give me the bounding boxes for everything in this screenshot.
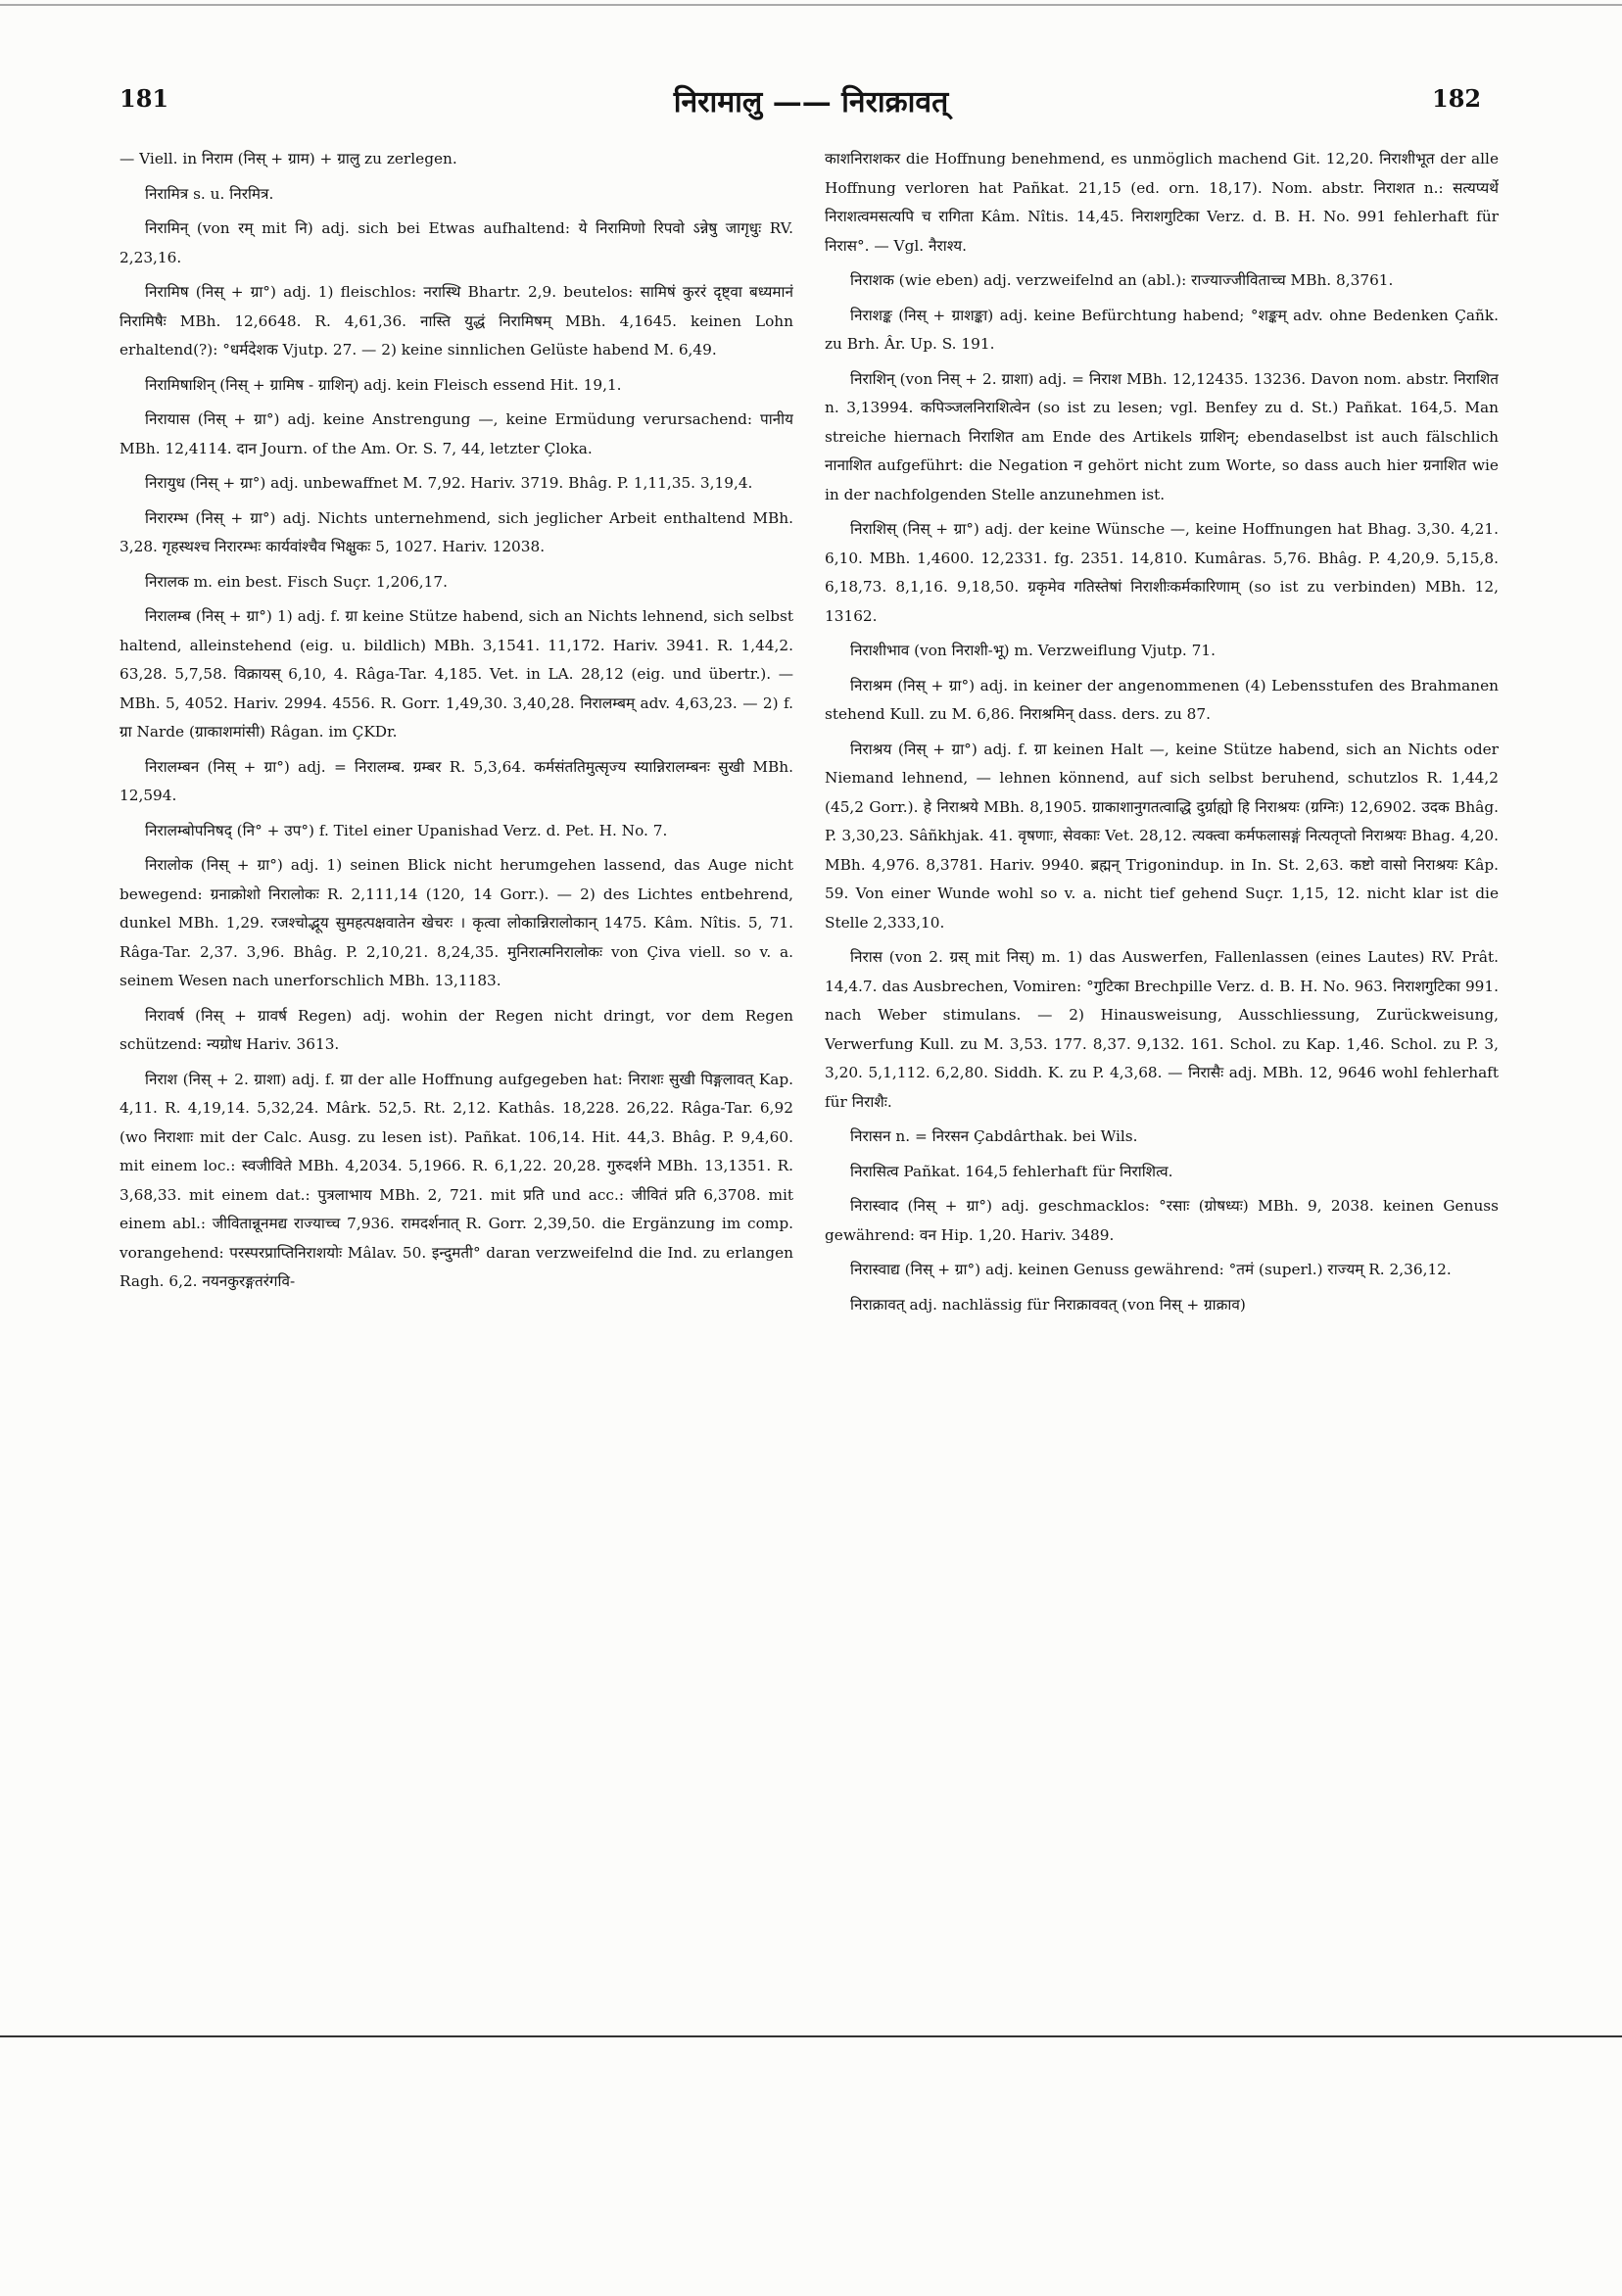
dictionary-entry: निरावर्ष (निस् + ग्रावर्ष Regen) adj. wohin der Regen nicht dringt, vor dem Regen schützend: न्यग्रोध Hariv. 3613. [119,1006,793,1053]
dictionary-entry: निरालोक (निस् + ग्रा°) adj. 1) seinen Blick nicht herumgehen lassend, das Auge nicht bewegend: ग्रनाक्रोशो निरालोकः R. 2,111,14 (120, 14 Gorr.). — 2) des Lichtes entbehrend, dunkel MBh. 1,29. रजश्चोद्भूय सुमहत्पक्षवातेन खेचरः । कृत्वा लोकान्निरालोकान् 1475. Kâm. Nîtis. 5, 71. Râga-Tar. 2,37. 3,96. Bhâg. P. 2,10,21. 8,24,35. मुनिरात्मनिरालोकः von Çiva viell. so v. a. seinem Wesen nach unerforschlich MBh. 13,1183. [119,856,793,989]
dictionary-entry: निराशीभाव (von निराशी-भू) m. Verzweiflung Vjutp. 71. [850,642,1216,659]
page-number-left: 181 [119,84,169,113]
dictionary-entry: निरारम्भ (निस् + ग्रा°) adj. Nichts unternehmend, sich jeglicher Arbeit enthaltend MBh. 3,28. गृहस्थश्च निरारम्भः कार्यवांश्चैव भिक्षुकः 5, 1027. Hariv. 12038. [119,508,793,555]
dictionary-entry: निरालम्ब (निस् + ग्रा°) 1) adj. f. ग्रा keine Stütze habend, sich an Nichts lehnend, sich selbst haltend, alleinstehend (eig. u. bildlich) MBh. 3,1541. 11,172. Hariv. 3941. R. 1,44,2. 63,28. 5,7,58. विक्रायस् 6,10, 4. Râga-Tar. 4,185. Vet. in LA. 28,12 (eig. und übertr.). — MBh. 5, 4052. Hariv. 2994. 4556. R. Gorr. 1,49,30. 3,40,28. निरालम्बम् adv. 4,63,23. — 2) f. ग्रा Narde (ग्राकाशमांसी) Râgan. im ÇKDr. [119,607,793,741]
page-title: निरामालु —— निराक्रावत् [673,85,949,120]
dictionary-entry: निराश्रम (निस् + ग्रा°) adj. in keiner der angenommenen (4) Lebensstufen des Brahmanen stehend Kull. zu M. 6,86. निराश्रमिन् dass. ders. zu 87. [825,676,1499,723]
left-column [119,145,793,2006]
dictionary-entry: निरालम्बन (निस् + ग्रा°) adj. = निरालम्ब. ग्रम्बर R. 5,3,64. कर्मसंततिमुत्सृज्य स्यान्निरालम्बनः सुखी MBh. 12,594. [119,757,793,804]
right-column [825,145,1499,2006]
dictionary-entry: निरामिषाशिन् (निस् + ग्रामिष - ग्राशिन्) adj. kein Fleisch essend Hit. 19,1. [145,375,622,394]
dictionary-entry: निराश (निस् + 2. ग्राशा) adj. f. ग्रा der alle Hoffnung aufgegeben hat: निराशः सुखी पिङ्गलावत् Kap. 4,11. R. 4,19,14. 5,32,24. Mârk. 52,5. Rt. 2,12. Kathâs. 18,228. 26,22. Râga-Tar. 6,92 (wo निराशाः mit der Calc. Ausg. zu lesen ist). Pañkat. 106,14. Hit. 44,3. Bhâg. P. 9,4,60. mit einem loc.: स्वजीविते MBh. 4,2034. 5,1966. R. 6,1,22. 20,28. गुरुदर्शने MBh. 13,1351. R. 3,68,33. mit einem dat.: पुत्रलाभाय MBh. 2, 721. mit प्रति und acc.: जीवितं प्रति 6,3708. mit einem abl.: जीवितान्नूनमद्य राज्याच्च 7,936. रामदर्शनात् R. Gorr. 2,39,50. die Ergänzung im comp. vorangehend: परस्परप्राप्तिनिराशयोः Mâlav. 50. इन्दुमती° daran verzweifelnd die Ind. zu erlangen Ragh. 6,2. नयनकुरङ्गतरंगवि- [119,1070,793,1290]
dictionary-entry: निरायास (निस् + ग्रा°) adj. keine Anstrengung —, keine Ermüdung verursachend: पानीय MBh. 12,4114. दान Journ. of the Am. Or. S. 7, 44, letzter Çloka. [119,410,793,457]
dictionary-entry: निरास्वाद्य (निस् + ग्रा°) adj. keinen Genuss gewährend: °तमं (superl.) राज्यम् R. 2,36,12. [850,1261,1452,1278]
dictionary-entry: निरालक m. ein best. Fisch Suçr. 1,206,17. [145,572,448,591]
dictionary-entry: निरायुध (निस् + ग्रा°) adj. unbewaffnet M. 7,92. Hariv. 3719. Bhâg. P. 1,11,35. 3,19,4. [145,474,753,492]
dictionary-entry: निरासन n. = निरसन Çabdârthak. bei Wils. [850,1127,1138,1145]
dictionary-entry: निराक्रावत् adj. nachlässig für निराक्राववत् (von निस् + ग्राक्राव) [850,1295,1246,1314]
dictionary-entry: निरासित्व Pañkat. 164,5 fehlerhaft für निराशित्व. [850,1162,1173,1180]
dictionary-entry: निराशङ्क (निस् + ग्राशङ्का) adj. keine Befürchtung habend; °शङ्कम् adv. ohne Bedenken Çañk. zu Brh. Âr. Up. S. 191. [825,306,1499,353]
dictionary-entry: निराश्रय (निस् + ग्रा°) adj. f. ग्रा keinen Halt —, keine Stütze habend, sich an Nichts oder Niemand lehnend, — lehnen könnend, auf sich selbst beruhend, schutzlos R. 1,44,2 (45,2 Gorr.). हे निराश्रये MBh. 8,1905. ग्राकाशानुगतत्वाद्धि दुर्ग्राह्यो हि निराश्रयः (ग्रग्निः) 12,6902. उदक Bhâg. P. 3,30,23. Sâñkhjak. 41. वृषणाः, सेवकाः Vet. 28,12. त्यक्त्वा कर्मफलासङ्गं नित्यतृप्तो निराश्रयः Bhag. 4,20. MBh. 4,976. 8,3781. Hariv. 9940. ब्रह्मन् Trigonindup. in In. St. 2,63. कष्टो वासो निराश्रयः Kâp. 59. Von einer Wunde wohl so v. a. nicht tief gehend Suçr. 1,15, 12. nicht klar ist die Stelle 2,333,10. [825,740,1499,932]
bottom-rule [0,2035,1622,2037]
dictionary-entry: काशनिराशकर die Hoffnung benehmend, es unmöglich machend Git. 12,20. निराशीभूत der alle Hoffnung verloren hat Pañkat. 21,15 (ed. orn. 18,17). Nom. abstr. निराशत n.: सत्यप्यर्थे निराशत्वमसत्यपि च रागिता Kâm. Nîtis. 14,45. निराशगुटिका Verz. d. B. H. No. 991 fehlerhaft für निरास°. — Vgl. नैराश्य. [825,150,1499,255]
dictionary-entry: निरास्वाद (निस् + ग्रा°) adj. geschmacklos: °रसाः (ग्रोषध्यः) MBh. 9, 2038. keinen Genuss gewährend: वन Hip. 1,20. Hariv. 3489. [825,1197,1499,1244]
dictionary-entry: निराशिस् (निस् + ग्रा°) adj. der keine Wünsche —, keine Hoffnungen hat Bhag. 3,30. 4,21. 6,10. MBh. 1,4600. 12,2331. fg. 2351. 14,810. Kumâras. 5,76. Bhâg. P. 4,20,9. 5,15,8. 6,18,73. 8,1,16. 9,18,50. ग्रकृमेव गतिस्तेषां निराशीःकर्मकारिणाम् (so ist zu verbinden) MBh. 12, 13162. [825,520,1499,625]
dictionary-entry: निरामित्र s. u. निरमित्र. [145,184,274,203]
dictionary-entry: निरामिन् (von रम् mit नि) adj. sich bei Etwas aufhaltend: ये निरामिणो रिपवो ऽन्नेषु जागृधुः RV. 2,23,16. [119,219,793,266]
page-number-right: 182 [1432,84,1482,113]
dictionary-entry: निरास (von 2. ग्रस् mit निस्) m. 1) das Auswerfen, Fallenlassen (eines Lautes) RV. Prât. 14,4.7. das Ausbrechen, Vomiren: °गुटिका Brechpille Verz. d. B. H. No. 963. निराशगुटिका 991. nach Weber stimulans. — 2) Hinausweisung, Ausschliessung, Zurückweisung, Verwerfung Kull. zu M. 3,53. 177. 8,37. 9,132. 161. Schol. zu Kap. 1,46. Schol. zu P. 3, 3,20. 5,1,112. 6,2,80. Siddh. K. zu P. 4,3,68. — निरासैः adj. MBh. 12, 9646 wohl fehlerhaft für निराशैः. [825,948,1499,1111]
dictionary-entry: निरामिष (निस् + ग्रा°) adj. 1) fleischlos: नरास्थि Bhartr. 2,9. beutelos: सामिषं कुररं दृष्ट्वा बध्यमानं निरामिषैः MBh. 12,6648. R. 4,61,36. नास्ति युद्धं निरामिषम् MBh. 4,1645. keinen Lohn erhaltend(?): °धर्मदेशक Vjutp. 27. — 2) keine sinnlichen Gelüste habend M. 6,49. [119,283,793,359]
dictionary-entry: निराशिन् (von निस् + 2. ग्राशा) adj. = निराश MBh. 12,12435. 13236. Davon nom. abstr. निराशित n. 3,13994. कपिञ्जलनिराशित्वेन (so ist zu lesen; vgl. Benfey zu d. St.) Pañkat. 164,5. Man streiche hiernach निराशित am Ende des Artikels ग्राशिन्; ebendaselbst ist auch fälschlich नानाशित aufgeführt: die Negation न gehört nicht zum Worte, so dass auch hier ग्रनाशित wie in der nachfolgenden Stelle anzunehmen ist. [825,369,1499,503]
top-edge-line [0,4,1622,6]
dictionary-entry: निराशक (wie eben) adj. verzweifelnd an (abl.): राज्याज्जीविताच्च MBh. 8,3761. [850,271,1394,289]
dictionary-entry: निरालम्बोपनिषद् (नि° + उप°) f. Titel einer Upanishad Verz. d. Pet. H. No. 7. [145,821,668,839]
dictionary-entry: — Viell. in निराम (निस् + ग्राम) + ग्रालु zu zerlegen. [119,150,457,167]
